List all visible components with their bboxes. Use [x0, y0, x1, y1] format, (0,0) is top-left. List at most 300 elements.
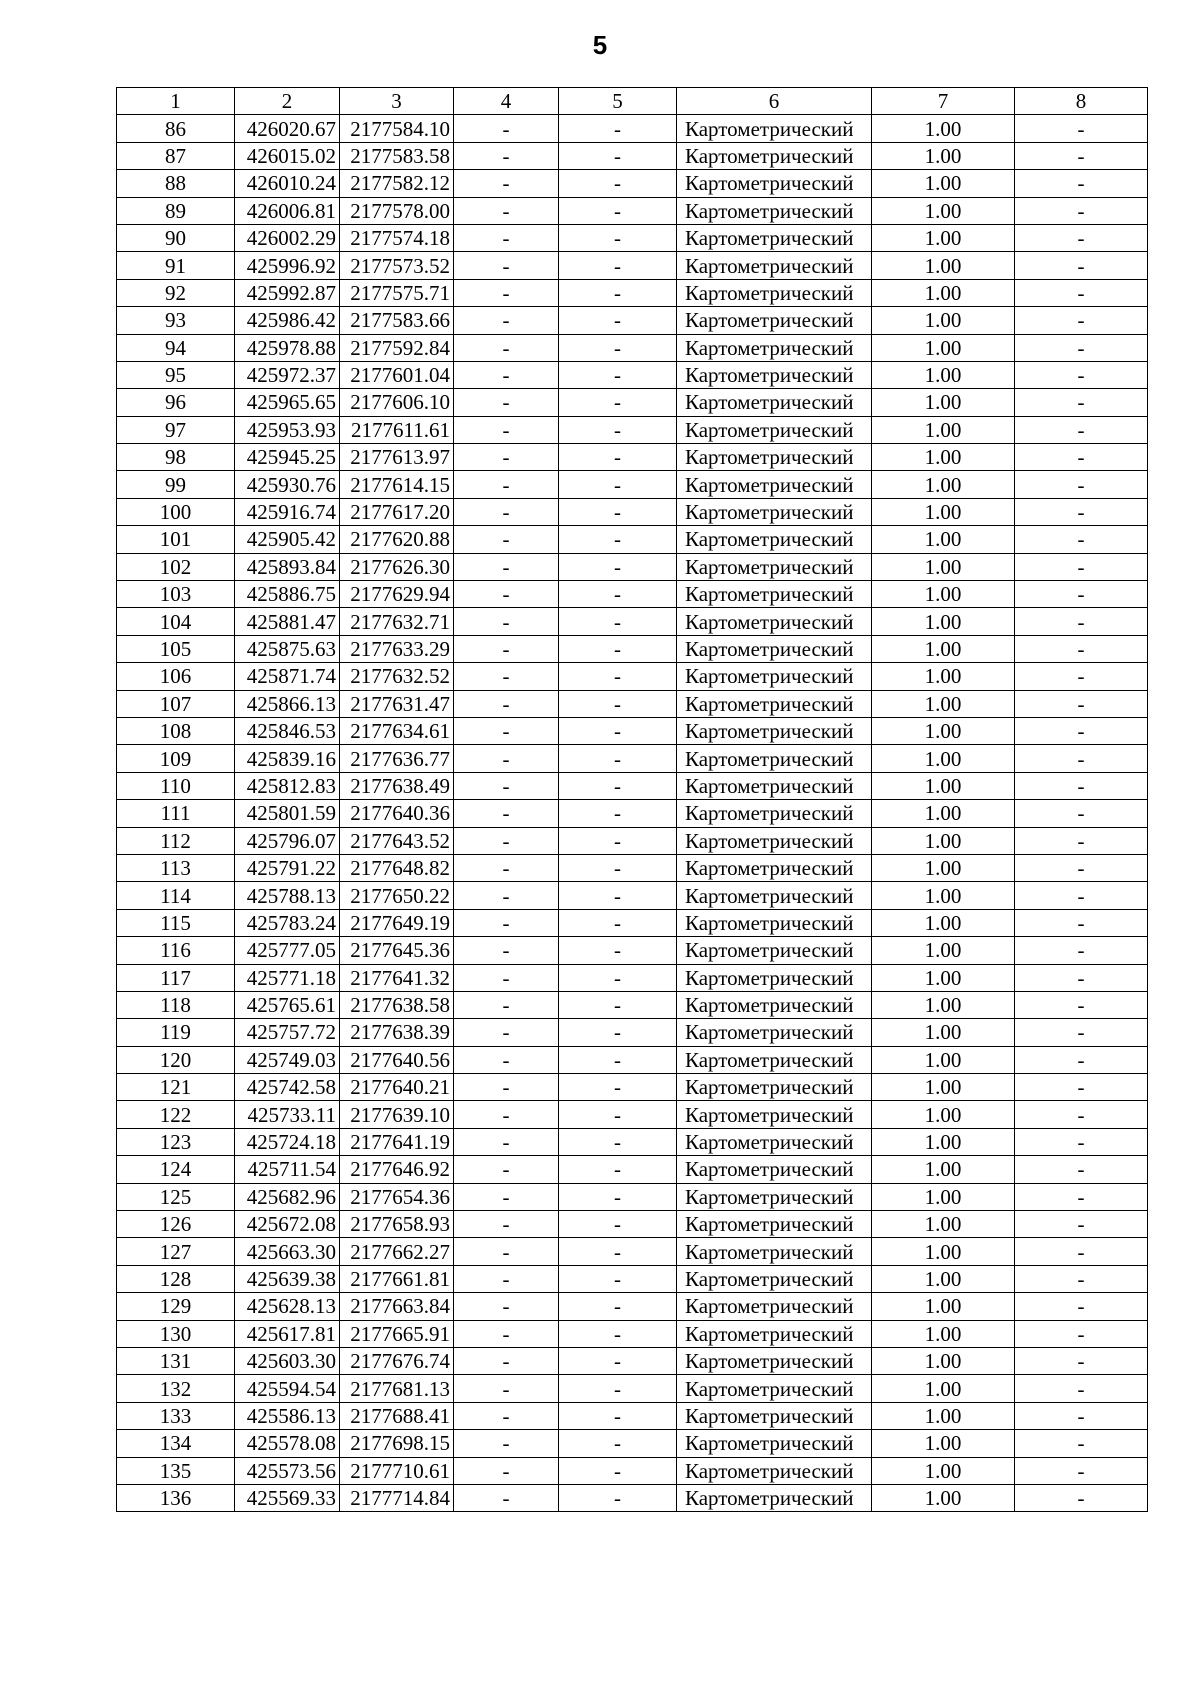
x-coordinate-cell: 425875.63 — [235, 635, 340, 662]
x-coordinate-cell: 425953.93 — [235, 416, 340, 443]
method-cell: Картометрический — [677, 1238, 872, 1265]
col-4-value-cell: - — [454, 526, 559, 553]
method-cell: Картометрический — [677, 1101, 872, 1128]
point-number-cell: 92 — [117, 279, 235, 306]
method-cell: Картометрический — [677, 991, 872, 1018]
method-cell: Картометрический — [677, 252, 872, 279]
method-cell: Картометрический — [677, 526, 872, 553]
point-number-cell: 119 — [117, 1019, 235, 1046]
point-number-cell: 91 — [117, 252, 235, 279]
col-4-value-cell: - — [454, 1101, 559, 1128]
col-8-value-cell: - — [1015, 1484, 1148, 1511]
col-8-value-cell: - — [1015, 1265, 1148, 1292]
col-8-value-cell: - — [1015, 224, 1148, 251]
accuracy-cell: 1.00 — [872, 471, 1015, 498]
accuracy-cell: 1.00 — [872, 1347, 1015, 1374]
col-8-value-cell: - — [1015, 581, 1148, 608]
table-row — [117, 416, 1148, 443]
x-coordinate-cell: 425812.83 — [235, 772, 340, 799]
col-4-value-cell: - — [454, 690, 559, 717]
method-cell: Картометрический — [677, 553, 872, 580]
accuracy-cell: 1.00 — [872, 635, 1015, 662]
header-cell-7: 7 — [872, 88, 1015, 115]
col-8-value-cell: - — [1015, 608, 1148, 635]
x-coordinate-cell: 425733.11 — [235, 1101, 340, 1128]
accuracy-cell: 1.00 — [872, 1430, 1015, 1457]
accuracy-cell: 1.00 — [872, 717, 1015, 744]
table-row — [117, 690, 1148, 717]
col-8-value-cell: - — [1015, 471, 1148, 498]
accuracy-cell: 1.00 — [872, 1320, 1015, 1347]
point-number-cell: 127 — [117, 1238, 235, 1265]
accuracy-cell: 1.00 — [872, 224, 1015, 251]
table-row — [117, 635, 1148, 662]
col-8-value-cell: - — [1015, 553, 1148, 580]
point-number-cell: 94 — [117, 334, 235, 361]
x-coordinate-cell: 425866.13 — [235, 690, 340, 717]
y-coordinate-cell: 2177654.36 — [340, 1183, 454, 1210]
table-row — [117, 334, 1148, 361]
col-8-value-cell: - — [1015, 1375, 1148, 1402]
accuracy-cell: 1.00 — [872, 279, 1015, 306]
table-row — [117, 1211, 1148, 1238]
point-number-cell: 125 — [117, 1183, 235, 1210]
col-8-value-cell: - — [1015, 1156, 1148, 1183]
col-5-value-cell: - — [559, 389, 677, 416]
y-coordinate-cell: 2177584.10 — [340, 115, 454, 142]
col-4-value-cell: - — [454, 854, 559, 881]
point-number-cell: 134 — [117, 1430, 235, 1457]
y-coordinate-cell: 2177583.58 — [340, 142, 454, 169]
col-5-value-cell: - — [559, 1265, 677, 1292]
x-coordinate-cell: 425992.87 — [235, 279, 340, 306]
accuracy-cell: 1.00 — [872, 1211, 1015, 1238]
x-coordinate-cell: 425672.08 — [235, 1211, 340, 1238]
accuracy-cell: 1.00 — [872, 142, 1015, 169]
table-row — [117, 1320, 1148, 1347]
col-8-value-cell: - — [1015, 991, 1148, 1018]
x-coordinate-cell: 426020.67 — [235, 115, 340, 142]
method-cell: Картометрический — [677, 1156, 872, 1183]
method-cell: Картометрический — [677, 444, 872, 471]
method-cell: Картометрический — [677, 142, 872, 169]
x-coordinate-cell: 425916.74 — [235, 498, 340, 525]
point-number-cell: 104 — [117, 608, 235, 635]
y-coordinate-cell: 2177681.13 — [340, 1375, 454, 1402]
table-row — [117, 170, 1148, 197]
col-4-value-cell: - — [454, 1183, 559, 1210]
accuracy-cell: 1.00 — [872, 608, 1015, 635]
x-coordinate-cell: 425573.56 — [235, 1457, 340, 1484]
col-5-value-cell: - — [559, 252, 677, 279]
col-4-value-cell: - — [454, 581, 559, 608]
accuracy-cell: 1.00 — [872, 663, 1015, 690]
x-coordinate-cell: 425791.22 — [235, 854, 340, 881]
point-number-cell: 135 — [117, 1457, 235, 1484]
col-5-value-cell: - — [559, 663, 677, 690]
col-5-value-cell: - — [559, 937, 677, 964]
y-coordinate-cell: 2177688.41 — [340, 1402, 454, 1429]
accuracy-cell: 1.00 — [872, 1375, 1015, 1402]
col-8-value-cell: - — [1015, 416, 1148, 443]
x-coordinate-cell: 425886.75 — [235, 581, 340, 608]
col-8-value-cell: - — [1015, 772, 1148, 799]
table-row — [117, 1347, 1148, 1374]
header-cell-1: 1 — [117, 88, 235, 115]
col-5-value-cell: - — [559, 115, 677, 142]
accuracy-cell: 1.00 — [872, 909, 1015, 936]
method-cell: Картометрический — [677, 717, 872, 744]
table-row — [117, 224, 1148, 251]
point-number-cell: 126 — [117, 1211, 235, 1238]
accuracy-cell: 1.00 — [872, 1046, 1015, 1073]
point-number-cell: 124 — [117, 1156, 235, 1183]
table-row — [117, 1046, 1148, 1073]
table-row — [117, 252, 1148, 279]
col-5-value-cell: - — [559, 882, 677, 909]
point-number-cell: 129 — [117, 1293, 235, 1320]
col-8-value-cell: - — [1015, 142, 1148, 169]
table-row — [117, 1238, 1148, 1265]
point-number-cell: 114 — [117, 882, 235, 909]
col-5-value-cell: - — [559, 1402, 677, 1429]
method-cell: Картометрический — [677, 279, 872, 306]
accuracy-cell: 1.00 — [872, 1484, 1015, 1511]
point-number-cell: 87 — [117, 142, 235, 169]
col-4-value-cell: - — [454, 224, 559, 251]
col-4-value-cell: - — [454, 197, 559, 224]
method-cell: Картометрический — [677, 1293, 872, 1320]
y-coordinate-cell: 2177632.71 — [340, 608, 454, 635]
col-5-value-cell: - — [559, 334, 677, 361]
col-8-value-cell: - — [1015, 1046, 1148, 1073]
coordinates-table — [116, 87, 1148, 1512]
point-number-cell: 90 — [117, 224, 235, 251]
table-row — [117, 389, 1148, 416]
col-5-value-cell: - — [559, 608, 677, 635]
x-coordinate-cell: 426002.29 — [235, 224, 340, 251]
col-8-value-cell: - — [1015, 937, 1148, 964]
col-4-value-cell: - — [454, 1074, 559, 1101]
col-4-value-cell: - — [454, 1484, 559, 1511]
accuracy-cell: 1.00 — [872, 1128, 1015, 1155]
method-cell: Картометрический — [677, 772, 872, 799]
accuracy-cell: 1.00 — [872, 1457, 1015, 1484]
accuracy-cell: 1.00 — [872, 1183, 1015, 1210]
col-8-value-cell: - — [1015, 1320, 1148, 1347]
y-coordinate-cell: 2177582.12 — [340, 170, 454, 197]
accuracy-cell: 1.00 — [872, 690, 1015, 717]
col-4-value-cell: - — [454, 361, 559, 388]
col-5-value-cell: - — [559, 1074, 677, 1101]
col-8-value-cell: - — [1015, 197, 1148, 224]
y-coordinate-cell: 2177640.36 — [340, 800, 454, 827]
accuracy-cell: 1.00 — [872, 361, 1015, 388]
accuracy-cell: 1.00 — [872, 334, 1015, 361]
col-4-value-cell: - — [454, 1211, 559, 1238]
col-8-value-cell: - — [1015, 1074, 1148, 1101]
table-row — [117, 307, 1148, 334]
col-8-value-cell: - — [1015, 1101, 1148, 1128]
table-body — [117, 115, 1148, 1512]
col-4-value-cell: - — [454, 772, 559, 799]
y-coordinate-cell: 2177629.94 — [340, 581, 454, 608]
x-coordinate-cell: 425945.25 — [235, 444, 340, 471]
col-5-value-cell: - — [559, 416, 677, 443]
col-5-value-cell: - — [559, 964, 677, 991]
col-4-value-cell: - — [454, 498, 559, 525]
col-5-value-cell: - — [559, 745, 677, 772]
col-4-value-cell: - — [454, 717, 559, 744]
x-coordinate-cell: 425742.58 — [235, 1074, 340, 1101]
col-8-value-cell: - — [1015, 964, 1148, 991]
col-5-value-cell: - — [559, 635, 677, 662]
col-8-value-cell: - — [1015, 526, 1148, 553]
y-coordinate-cell: 2177578.00 — [340, 197, 454, 224]
y-coordinate-cell: 2177638.58 — [340, 991, 454, 1018]
point-number-cell: 130 — [117, 1320, 235, 1347]
col-8-value-cell: - — [1015, 1183, 1148, 1210]
col-8-value-cell: - — [1015, 279, 1148, 306]
col-4-value-cell: - — [454, 1156, 559, 1183]
accuracy-cell: 1.00 — [872, 1293, 1015, 1320]
col-4-value-cell: - — [454, 252, 559, 279]
y-coordinate-cell: 2177641.32 — [340, 964, 454, 991]
table-row — [117, 1183, 1148, 1210]
y-coordinate-cell: 2177665.91 — [340, 1320, 454, 1347]
col-5-value-cell: - — [559, 1457, 677, 1484]
x-coordinate-cell: 425724.18 — [235, 1128, 340, 1155]
col-5-value-cell: - — [559, 854, 677, 881]
accuracy-cell: 1.00 — [872, 416, 1015, 443]
y-coordinate-cell: 2177592.84 — [340, 334, 454, 361]
accuracy-cell: 1.00 — [872, 882, 1015, 909]
table-row — [117, 745, 1148, 772]
point-number-cell: 103 — [117, 581, 235, 608]
col-4-value-cell: - — [454, 170, 559, 197]
accuracy-cell: 1.00 — [872, 115, 1015, 142]
point-number-cell: 120 — [117, 1046, 235, 1073]
table-row — [117, 1156, 1148, 1183]
x-coordinate-cell: 425871.74 — [235, 663, 340, 690]
method-cell: Картометрический — [677, 389, 872, 416]
point-number-cell: 101 — [117, 526, 235, 553]
accuracy-cell: 1.00 — [872, 1265, 1015, 1292]
point-number-cell: 117 — [117, 964, 235, 991]
accuracy-cell: 1.00 — [872, 964, 1015, 991]
method-cell: Картометрический — [677, 1019, 872, 1046]
method-cell: Картометрический — [677, 937, 872, 964]
method-cell: Картометрический — [677, 361, 872, 388]
point-number-cell: 102 — [117, 553, 235, 580]
point-number-cell: 97 — [117, 416, 235, 443]
point-number-cell: 131 — [117, 1347, 235, 1374]
col-5-value-cell: - — [559, 361, 677, 388]
col-5-value-cell: - — [559, 1156, 677, 1183]
method-cell: Картометрический — [677, 224, 872, 251]
table-row — [117, 827, 1148, 854]
method-cell: Картометрический — [677, 1430, 872, 1457]
x-coordinate-cell: 425796.07 — [235, 827, 340, 854]
x-coordinate-cell: 425617.81 — [235, 1320, 340, 1347]
col-4-value-cell: - — [454, 1347, 559, 1374]
x-coordinate-cell: 425846.53 — [235, 717, 340, 744]
col-4-value-cell: - — [454, 882, 559, 909]
col-4-value-cell: - — [454, 444, 559, 471]
x-coordinate-cell: 425893.84 — [235, 553, 340, 580]
col-5-value-cell: - — [559, 690, 677, 717]
col-4-value-cell: - — [454, 909, 559, 936]
table-row — [117, 115, 1148, 142]
accuracy-cell: 1.00 — [872, 1074, 1015, 1101]
col-5-value-cell: - — [559, 1211, 677, 1238]
col-4-value-cell: - — [454, 964, 559, 991]
table-row — [117, 1128, 1148, 1155]
x-coordinate-cell: 425996.92 — [235, 252, 340, 279]
y-coordinate-cell: 2177650.22 — [340, 882, 454, 909]
y-coordinate-cell: 2177658.93 — [340, 1211, 454, 1238]
table-row — [117, 717, 1148, 744]
col-8-value-cell: - — [1015, 444, 1148, 471]
col-4-value-cell: - — [454, 663, 559, 690]
col-4-value-cell: - — [454, 608, 559, 635]
table-row — [117, 608, 1148, 635]
x-coordinate-cell: 425783.24 — [235, 909, 340, 936]
col-4-value-cell: - — [454, 389, 559, 416]
table-row — [117, 581, 1148, 608]
col-8-value-cell: - — [1015, 1293, 1148, 1320]
col-5-value-cell: - — [559, 1183, 677, 1210]
y-coordinate-cell: 2177632.52 — [340, 663, 454, 690]
method-cell: Картометрический — [677, 854, 872, 881]
col-5-value-cell: - — [559, 1019, 677, 1046]
col-5-value-cell: - — [559, 772, 677, 799]
col-8-value-cell: - — [1015, 170, 1148, 197]
y-coordinate-cell: 2177640.56 — [340, 1046, 454, 1073]
method-cell: Картометрический — [677, 745, 872, 772]
header-cell-3: 3 — [340, 88, 454, 115]
accuracy-cell: 1.00 — [872, 937, 1015, 964]
col-4-value-cell: - — [454, 991, 559, 1018]
x-coordinate-cell: 425771.18 — [235, 964, 340, 991]
accuracy-cell: 1.00 — [872, 1402, 1015, 1429]
table-row — [117, 498, 1148, 525]
col-5-value-cell: - — [559, 526, 677, 553]
method-cell: Картометрический — [677, 170, 872, 197]
y-coordinate-cell: 2177646.92 — [340, 1156, 454, 1183]
col-4-value-cell: - — [454, 1430, 559, 1457]
col-8-value-cell: - — [1015, 717, 1148, 744]
col-8-value-cell: - — [1015, 389, 1148, 416]
col-8-value-cell: - — [1015, 635, 1148, 662]
method-cell: Картометрический — [677, 690, 872, 717]
col-8-value-cell: - — [1015, 252, 1148, 279]
x-coordinate-cell: 425765.61 — [235, 991, 340, 1018]
col-8-value-cell: - — [1015, 1211, 1148, 1238]
col-5-value-cell: - — [559, 197, 677, 224]
col-5-value-cell: - — [559, 1101, 677, 1128]
col-5-value-cell: - — [559, 279, 677, 306]
y-coordinate-cell: 2177613.97 — [340, 444, 454, 471]
col-4-value-cell: - — [454, 279, 559, 306]
method-cell: Картометрический — [677, 1457, 872, 1484]
col-8-value-cell: - — [1015, 1402, 1148, 1429]
y-coordinate-cell: 2177639.10 — [340, 1101, 454, 1128]
table-row — [117, 964, 1148, 991]
col-8-value-cell: - — [1015, 334, 1148, 361]
y-coordinate-cell: 2177645.36 — [340, 937, 454, 964]
table-row — [117, 471, 1148, 498]
x-coordinate-cell: 425711.54 — [235, 1156, 340, 1183]
col-5-value-cell: - — [559, 717, 677, 744]
point-number-cell: 121 — [117, 1074, 235, 1101]
y-coordinate-cell: 2177641.19 — [340, 1128, 454, 1155]
accuracy-cell: 1.00 — [872, 389, 1015, 416]
point-number-cell: 133 — [117, 1402, 235, 1429]
table-row — [117, 772, 1148, 799]
method-cell: Картометрический — [677, 964, 872, 991]
col-8-value-cell: - — [1015, 854, 1148, 881]
table-row — [117, 991, 1148, 1018]
col-5-value-cell: - — [559, 444, 677, 471]
accuracy-cell: 1.00 — [872, 1238, 1015, 1265]
accuracy-cell: 1.00 — [872, 745, 1015, 772]
x-coordinate-cell: 425586.13 — [235, 1402, 340, 1429]
col-5-value-cell: - — [559, 581, 677, 608]
x-coordinate-cell: 425839.16 — [235, 745, 340, 772]
col-5-value-cell: - — [559, 170, 677, 197]
col-4-value-cell: - — [454, 1046, 559, 1073]
method-cell: Картометрический — [677, 1183, 872, 1210]
col-4-value-cell: - — [454, 800, 559, 827]
y-coordinate-cell: 2177606.10 — [340, 389, 454, 416]
col-8-value-cell: - — [1015, 307, 1148, 334]
col-4-value-cell: - — [454, 1375, 559, 1402]
method-cell: Картометрический — [677, 608, 872, 635]
y-coordinate-cell: 2177614.15 — [340, 471, 454, 498]
y-coordinate-cell: 2177636.77 — [340, 745, 454, 772]
x-coordinate-cell: 425972.37 — [235, 361, 340, 388]
col-5-value-cell: - — [559, 1484, 677, 1511]
method-cell: Картометрический — [677, 471, 872, 498]
point-number-cell: 116 — [117, 937, 235, 964]
col-4-value-cell: - — [454, 1457, 559, 1484]
col-5-value-cell: - — [559, 800, 677, 827]
y-coordinate-cell: 2177638.39 — [340, 1019, 454, 1046]
col-5-value-cell: - — [559, 1046, 677, 1073]
point-number-cell: 113 — [117, 854, 235, 881]
method-cell: Картометрический — [677, 1375, 872, 1402]
x-coordinate-cell: 425578.08 — [235, 1430, 340, 1457]
point-number-cell: 89 — [117, 197, 235, 224]
col-4-value-cell: - — [454, 471, 559, 498]
col-5-value-cell: - — [559, 1375, 677, 1402]
table-row — [117, 444, 1148, 471]
page-number: 5 — [592, 30, 608, 60]
x-coordinate-cell: 425930.76 — [235, 471, 340, 498]
col-4-value-cell: - — [454, 937, 559, 964]
col-8-value-cell: - — [1015, 1019, 1148, 1046]
point-number-cell: 112 — [117, 827, 235, 854]
x-coordinate-cell: 426006.81 — [235, 197, 340, 224]
point-number-cell: 106 — [117, 663, 235, 690]
y-coordinate-cell: 2177662.27 — [340, 1238, 454, 1265]
y-coordinate-cell: 2177714.84 — [340, 1484, 454, 1511]
accuracy-cell: 1.00 — [872, 197, 1015, 224]
accuracy-cell: 1.00 — [872, 800, 1015, 827]
table-row — [117, 1265, 1148, 1292]
table-row — [117, 937, 1148, 964]
